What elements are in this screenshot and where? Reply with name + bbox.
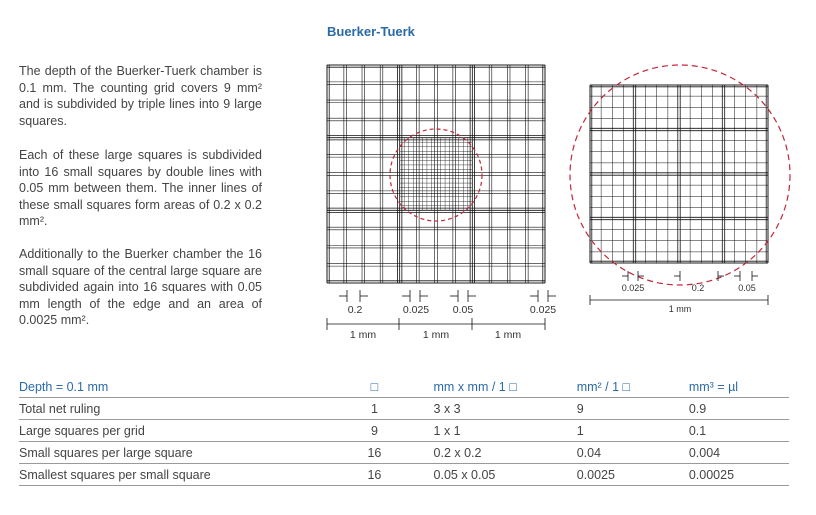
header-depth: Depth = 0.1 mm: [19, 377, 319, 398]
dim-label-1mm-a: 1 mm: [349, 329, 377, 341]
description-paragraph-depth: The depth of the Buerker-Tuerk chamber is 0.1 mm. The counting grid covers 9 mm² and is subdivided by triple lines into 9 large squares.: [19, 64, 262, 128]
table-row: [19, 398, 789, 420]
table-cell: 0.04: [577, 442, 689, 464]
table-cell: 0.0025: [577, 464, 689, 486]
table-cell: Total net ruling: [19, 398, 319, 420]
table-cell: 0.004: [689, 442, 789, 464]
description-paragraph-subdivision: Each of these large squares is subdivided into 16 small squares by double lines with 0.05 mm between them. The inner lines of these small squares form areas of 0.2 x 0.2 mm².: [19, 148, 262, 229]
table-cell: Small squares per large square: [19, 442, 319, 464]
dim-label-1mm-c: 1 mm: [494, 329, 522, 341]
table-cell: 1: [319, 398, 429, 420]
table-cell: 0.1: [689, 420, 789, 442]
dim-label-0-025-b: 0.025: [529, 304, 557, 316]
table-header-row: [19, 377, 789, 398]
table-cell: 0.00025: [689, 464, 789, 486]
dim-label-0-05: 0.05: [452, 304, 474, 316]
table-cell: 0.05 x 0.05: [430, 464, 577, 486]
table-cell: 0.9: [689, 398, 789, 420]
chamber-data-table: [19, 377, 789, 486]
table-cell: 16: [319, 442, 429, 464]
table-cell: 1: [577, 420, 689, 442]
table-cell: 3 x 3: [430, 398, 577, 420]
table-cell: 0.2 x 0.2: [430, 442, 577, 464]
table-cell: Smallest squares per small square: [19, 464, 319, 486]
zoom-dim-label-0-2: 0.2: [691, 283, 705, 293]
table-row: [19, 442, 789, 464]
diagram-title: Buerker-Tuerk: [327, 24, 415, 39]
header-area: mm² / 1 □: [577, 377, 689, 398]
zoom-dim-label-0-025: 0.025: [621, 283, 645, 293]
dim-label-0-025-a: 0.025: [402, 304, 430, 316]
table-cell: 1 x 1: [430, 420, 577, 442]
central-square-zoom-diagram: [590, 85, 768, 263]
header-volume: mm³ = µl: [689, 377, 789, 398]
table-cell: 9: [319, 420, 429, 442]
dim-label-1mm-b: 1 mm: [422, 329, 450, 341]
table-cell: 9: [577, 398, 689, 420]
table-cell: Large squares per grid: [19, 420, 319, 442]
description-paragraph-central-square: Additionally to the Buerker chamber the 16 small square of the central large square are subdivided again into 16 squares with 0.05 mm length of the edge and an area of 0.0025 mm².: [19, 247, 262, 328]
zoom-dim-label-1mm: 1 mm: [668, 304, 692, 314]
zoom-dim-label-0-05: 0.05: [738, 283, 756, 293]
table-row: [19, 420, 789, 442]
table-row: [19, 464, 789, 486]
header-square-count: □: [319, 377, 429, 398]
dim-label-0-2: 0.2: [347, 304, 363, 316]
table-cell: 16: [319, 464, 429, 486]
full-grid-diagram: [327, 65, 545, 283]
header-dimensions: mm x mm / 1 □: [430, 377, 577, 398]
